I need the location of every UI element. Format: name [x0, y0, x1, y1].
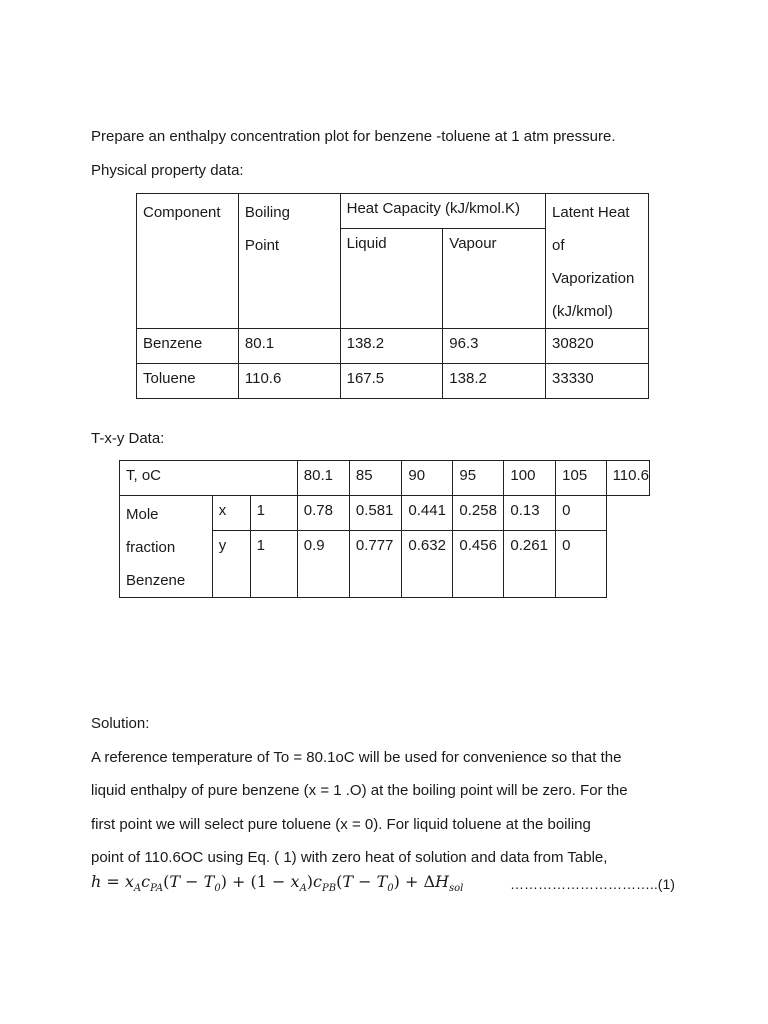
temperature-value: 110.6 — [606, 461, 649, 496]
x-value: 0.78 — [297, 496, 349, 531]
temperature-value: 100 — [504, 461, 556, 496]
temperature-value: 105 — [556, 461, 606, 496]
x-value: 0.441 — [402, 496, 453, 531]
x-value: 0 — [556, 496, 606, 531]
table-row — [137, 364, 649, 399]
latent-heat-value: 33330 — [546, 364, 649, 399]
y-value: 0.261 — [504, 531, 556, 598]
component-name: Toluene — [137, 364, 239, 399]
equation-number: …………………………..(1) — [510, 876, 675, 892]
temperature-value: 90 — [402, 461, 453, 496]
vapour-cp-value: 138.2 — [443, 364, 546, 399]
y-value: 0.456 — [453, 531, 504, 598]
x-value: 1 — [250, 496, 297, 531]
property-data-heading: Physical property data: — [91, 162, 244, 179]
solution-paragraph: A reference temperature of To = 80.1oC will be used for convenience so that the — [91, 749, 622, 766]
x-label: x — [212, 496, 250, 531]
liquid-cp-value: 167.5 — [340, 364, 443, 399]
vapour-cp-value: 96.3 — [443, 329, 546, 364]
header-vapour: Vapour — [443, 229, 546, 329]
table-row — [137, 329, 649, 364]
solution-paragraph: liquid enthalpy of pure benzene (x = 1 .O) at the boiling point will be zero. For the — [91, 782, 628, 799]
temperature-label: T, oC — [120, 461, 298, 496]
y-value: 0.777 — [349, 531, 402, 598]
component-name: Benzene — [137, 329, 239, 364]
liquid-cp-value: 138.2 — [340, 329, 443, 364]
latent-heat-value: 30820 — [546, 329, 649, 364]
intro-text: Prepare an enthalpy concentration plot for benzene -toluene at 1 atm pressure. — [91, 128, 616, 145]
y-value: 0.9 — [297, 531, 349, 598]
boiling-point-value: 110.6 — [238, 364, 340, 399]
x-value: 0.581 — [349, 496, 402, 531]
solution-heading: Solution: — [91, 715, 150, 732]
header-heat-capacity: Heat Capacity (kJ/kmol.K) — [340, 194, 545, 229]
header-latent-heat: Latent Heat of Vaporization (kJ/kmol) — [546, 194, 649, 329]
mole-fraction-label: Mole fraction Benzene — [120, 496, 213, 598]
x-value: 0.13 — [504, 496, 556, 531]
solution-paragraph: first point we will select pure toluene (x = 0). For liquid toluene at the boiling — [91, 816, 591, 833]
temperature-value: 95 — [453, 461, 504, 496]
physical-property-table — [136, 193, 649, 399]
enthalpy-equation: $h = x_Ac_{PA}(T - T_0) + (1 - x_A)c_{PB}(T - T_0) + \Delta H_{sol}$ — [91, 872, 464, 895]
solution-paragraph: point of 110.6OC using Eq. ( 1) with zero heat of solution and data from Table, — [91, 849, 608, 866]
y-label: y — [212, 531, 250, 598]
x-value: 0.258 — [453, 496, 504, 531]
header-liquid: Liquid — [340, 229, 443, 329]
y-value: 0 — [556, 531, 606, 598]
temperature-row — [120, 461, 650, 496]
temperature-value: 80.1 — [297, 461, 349, 496]
y-value: 1 — [250, 531, 297, 598]
txy-data-table — [119, 460, 650, 598]
temperature-value: 85 — [349, 461, 402, 496]
header-component: Component — [137, 194, 239, 329]
y-value: 0.632 — [402, 531, 453, 598]
boiling-point-value: 80.1 — [238, 329, 340, 364]
header-boiling-point: Boiling Point — [238, 194, 340, 329]
x-row — [120, 496, 650, 531]
txy-heading: T-x-y Data: — [91, 430, 165, 447]
